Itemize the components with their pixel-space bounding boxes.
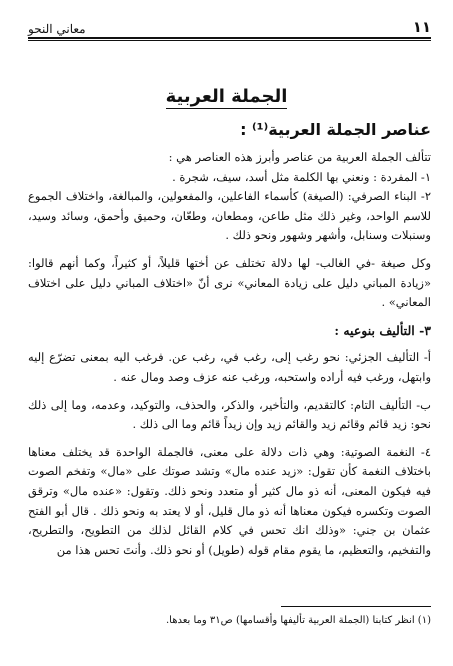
section-title: عناصر الجملة العربية⁽¹⁾ :	[240, 120, 431, 139]
paragraph-item-4: ٤- النغمة الصوتية: وهي ذات دلالة على معنى، فالجملة الواحدة قد يختلف معناها باختلاف النغمة كأن تقول: «زيد عنده مال» وتشد صوتك على «مال» وتفخم الصوت فيه فيكون المعنى، أنه ذو مال كثير أو متعدد ونحو ذلك. وتقول: «عنده مال» وترقق الصوت وتكسره فيكون معناها أنه ذو مال قليل، أو لا يعتد به ونحو ذلك . قال أبو الفتح عثمان بن جني: «وذلك انك تحس في كلام القائل لذلك من التطويح، والتطريح، والتفخيم، والتعظيم، ما يقوم مقام قوله (طويل) أو نحو ذلك. وأنتَ تحس هذا من	[28, 444, 431, 557]
paragraph-intro: تتألف الجملة العربية من عناصر وأبرز هذه العناصر هي :	[168, 150, 431, 164]
paragraph-item-2: ٢- البناء الصرفي: (الصيغة) كأسماء الفاعلين، والمفعولين، والمبالغة، واختلاف الجموع للاسم الواحد، وغير ذلك مثل طاعن، ومطعان، وطعّان، وحميق وأحمق، وسائد وسيد، وسنبلات وسنابل، وأشهر وشهور ونحو ذلك .	[28, 189, 431, 243]
chapter-title-text: الجملة العربية	[165, 86, 288, 107]
paragraph-item-3b: ب- التأليف التام: كالتقديم، والتأخير، والذكر، والحذف، والتوكيد، وعدمه، وما إلى ذلك نحو: زيد قائم وقائم زيد والقائم زيد وإن زيداً قائم وما الى ذلك .	[28, 397, 431, 432]
paragraph-explanation: وكل صيغة -في الغالب- لها دلالة تختلف عن أختها قليلاً، أو كثيراً، وكما أنهم قالوا: «زيادة المباني دليل على زيادة المعاني» نرى أنّ «اختلاف المباني دليل على اختلاف المعاني» .	[28, 255, 431, 310]
header-rule	[28, 37, 431, 39]
paragraph-item-3a: أ- التأليف الجزئي: نحو رغب إلى، رغب في، رغب عن. فرغب اليه بمعنى تضرّع إليه وابتهل، ورغب فيه أراده واستحبه، ورغب عنه عزف وصد ومال عنه .	[28, 350, 431, 384]
book-title: معاني النحو	[28, 22, 86, 36]
paragraph-item-3: ٣- التأليف بنوعيه :	[334, 322, 431, 338]
header-rule-thin	[28, 40, 431, 41]
body-text	[28, 148, 431, 560]
footnote: (١) انظر كتابنا (الجملة العربية تأليفها وأقسامها) ص٣١ وما بعدها.	[165, 615, 431, 626]
running-header	[28, 14, 431, 36]
footnote-rule	[281, 606, 431, 607]
paragraph-item-1: ١- المفردة : ونعني بها الكلمة مثل أسد، سيف، شجرة .	[172, 169, 431, 184]
chapter-title	[0, 86, 453, 107]
page-number: ١١	[412, 18, 431, 36]
